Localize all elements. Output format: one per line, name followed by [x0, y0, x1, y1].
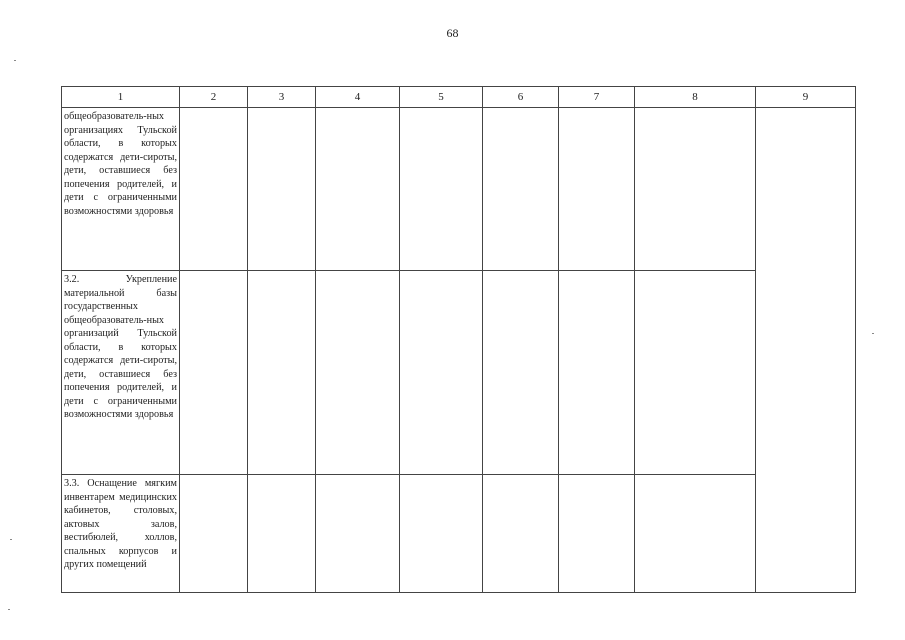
page-number: 68: [446, 26, 459, 40]
table-row: [62, 475, 856, 593]
scan-speck: [14, 60, 16, 61]
table-cell: [635, 271, 756, 475]
table-cell: [400, 271, 483, 475]
column-header-9: 9: [756, 87, 856, 108]
table-cell: [180, 475, 248, 593]
column-header-5: 5: [400, 87, 483, 108]
table-cell: [400, 475, 483, 593]
table-row: [62, 271, 856, 475]
column-header-2: 2: [180, 87, 248, 108]
table-cell: [559, 475, 635, 593]
scan-speck: [872, 333, 874, 334]
table-cell: [559, 108, 635, 271]
table-cell: [248, 108, 316, 271]
column-header-6: 6: [483, 87, 559, 108]
table-cell: [400, 108, 483, 271]
column-header-4: 4: [316, 87, 400, 108]
column-header-8: 8: [635, 87, 756, 108]
table-cell: [248, 475, 316, 593]
scan-speck: [8, 609, 10, 610]
row-description-cell: общеобразователь-ных организациях Тульской области, в которых содержатся дети-сироты, дети, оставшиеся без попечения родителей, и дети с ограниченными возможностями здоровья: [62, 108, 180, 271]
data-table: [61, 86, 856, 593]
row-description-cell: 3.2. Укрепление материальной базы государственных общеобразователь-ных организаций Тульской области, в которых содержатся дети-сироты, дети, оставшиеся без попечения родителей, и дети с ограниченными возможностями здоровья: [62, 271, 180, 475]
table-cell: [483, 108, 559, 271]
row-description-cell: 3.3. Оснащение мягким инвентарем медицинских кабинетов, столовых, актовых залов, вестибюлей, холлов, спальных корпусов и других помещений: [62, 475, 180, 593]
header-row: [62, 87, 856, 108]
merged-column-9-cell: [756, 108, 856, 593]
table-cell: [483, 475, 559, 593]
table-row: [62, 108, 856, 271]
table-cell: [559, 271, 635, 475]
column-header-7: 7: [559, 87, 635, 108]
table-cell: [635, 108, 756, 271]
table-cell: [316, 271, 400, 475]
table-cell: [316, 108, 400, 271]
table-cell: [316, 475, 400, 593]
table-cell: [180, 108, 248, 271]
column-header-3: 3: [248, 87, 316, 108]
column-header-1: 1: [62, 87, 180, 108]
scan-speck: [10, 539, 12, 540]
table-cell: [248, 271, 316, 475]
table-cell: [635, 475, 756, 593]
table-cell: [483, 271, 559, 475]
table-cell: [180, 271, 248, 475]
